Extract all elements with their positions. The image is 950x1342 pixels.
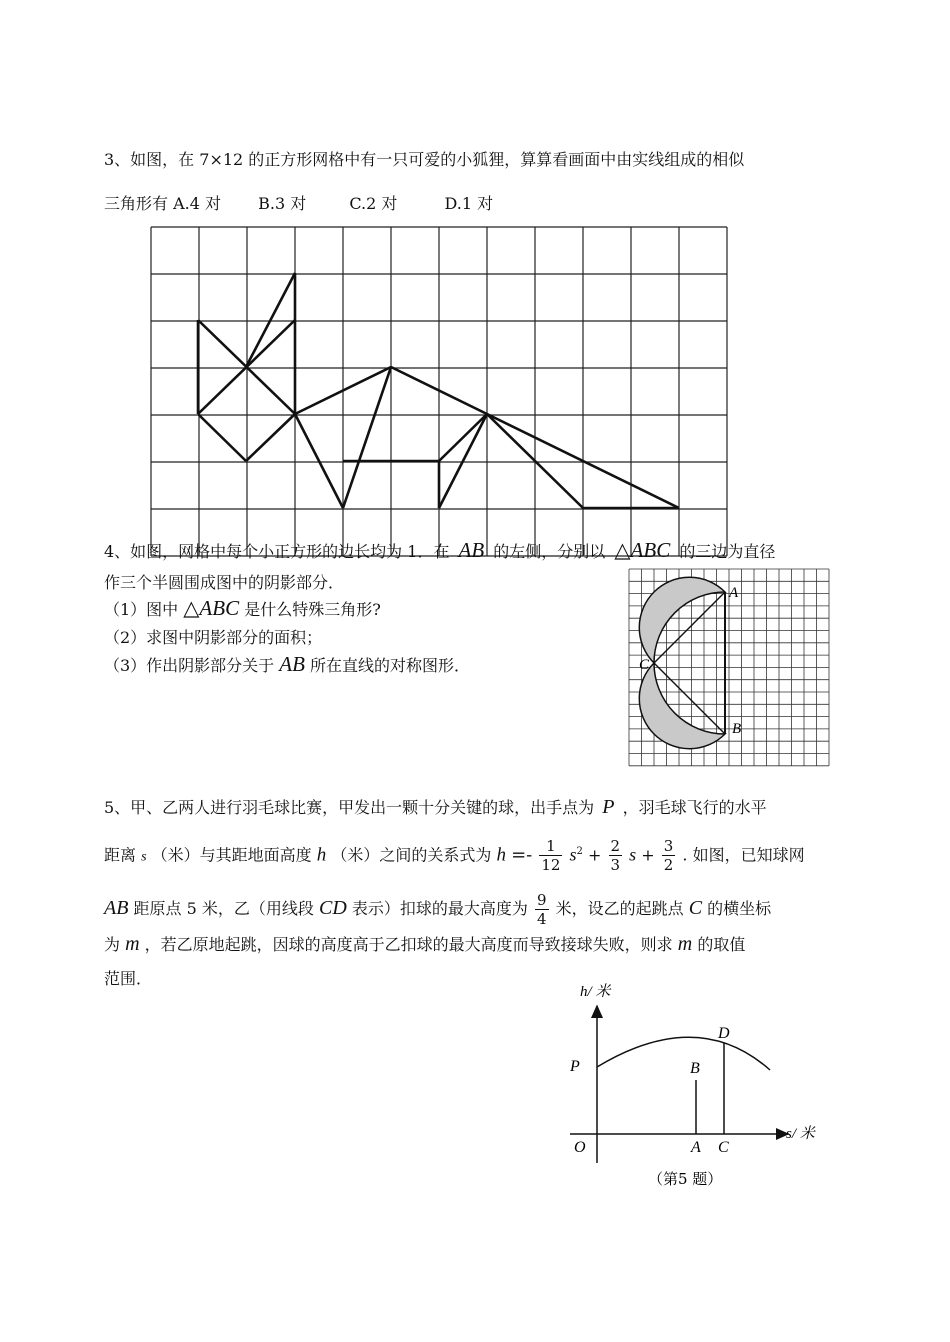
q5-h: h [316, 844, 327, 866]
q5-text: （米）与其距地面高度 [151, 845, 312, 865]
fox-line [246, 414, 295, 461]
fraction-2-3 [609, 837, 623, 874]
frac-num: 9 [536, 891, 547, 909]
fox-line [198, 414, 246, 461]
q5-text: 距原点 5 米，乙（用线段 [133, 899, 314, 918]
q4-abc: △ABC [614, 538, 671, 562]
q4-text: 的三边为直径 [679, 542, 776, 561]
q4-line2: 作三个半圆围成图中的阴影部分． [104, 573, 345, 592]
semicircle-grid-figure [628, 568, 830, 768]
q4-text: 所在直线的对称图形． [310, 656, 471, 675]
eq-equals: =- [511, 844, 533, 866]
trajectory-curve [597, 1037, 770, 1070]
q5-text: 的取值 [697, 935, 746, 954]
q5-line1 [104, 797, 767, 818]
q5-p: P [602, 796, 615, 818]
q5-line4 [104, 934, 745, 955]
q5-m: m [677, 933, 693, 955]
q5-cd: CD [318, 897, 347, 919]
x-axis-label: s/ 米 [786, 1126, 815, 1142]
label-c: C [639, 657, 650, 673]
eq-plus: + [588, 845, 602, 865]
fox-line [439, 414, 487, 461]
label-d: D [718, 1025, 730, 1042]
q3-option-c: C.2 对 [349, 194, 398, 213]
q3-option-a: A.4 对 [173, 194, 222, 213]
eq-plus: + [641, 845, 655, 865]
q5-text: 距离 [104, 845, 137, 865]
fox-grid-figure [150, 226, 728, 558]
q4-sub2: （2）求图中阴影部分的面积； [104, 628, 323, 647]
fraction-9-4 [535, 891, 549, 928]
q5-text: ，羽毛球飞行的水平 [622, 798, 767, 817]
q4-text: （3）作出阴影部分关于 [104, 656, 275, 675]
frac-den: 4 [536, 910, 547, 928]
q5-text: （米）之间的关系式为 [331, 845, 492, 865]
q4-text: （1）图中 [104, 600, 179, 619]
q5-text: 表示）扣球的最大高度为 [351, 899, 528, 918]
q5-text: 5、甲、乙两人进行羽毛球比赛，甲发出一颗十分关键的球，出手点为 [104, 798, 595, 817]
shaded-region-bottom [639, 663, 725, 749]
label-a: A [729, 585, 739, 601]
frac-num: 2 [610, 837, 621, 856]
frac-den: 3 [610, 856, 621, 875]
label-a: A [691, 1139, 701, 1156]
label-c: C [718, 1139, 729, 1156]
frac-num: 1 [539, 837, 562, 856]
q5-text: 米，设乙的起跳点 [555, 899, 684, 918]
q5-text: 的横坐标 [707, 899, 772, 918]
q4-abc: △ABC [183, 596, 240, 620]
frac-num: 3 [663, 837, 674, 856]
q3-line1: 3、如图，在 7×12 的正方形网格中有一只可爱的小狐狸，算算看画面中由实线组成的相似 [104, 150, 745, 169]
q5-line2 [104, 834, 805, 875]
figure-caption: （第5 题） [648, 1170, 723, 1188]
q5-line3 [104, 888, 771, 929]
eq-s: s [569, 844, 577, 865]
q4-ab: AB [279, 652, 305, 676]
q4-text: 的左侧，分别以 [493, 542, 606, 561]
q5-s: s [141, 849, 147, 865]
shaded-region-top [639, 577, 725, 663]
q5-text: ，若乙原地起跳，因球的高度高于乙扣球的最大高度而导致接球失败，则求 [144, 935, 673, 954]
q4-text: 4、如图，网格中每个小正方形的边长均为 1．在 [104, 542, 450, 561]
label-p: P [570, 1058, 580, 1075]
label-b: B [732, 721, 742, 737]
fraction-3-2 [662, 837, 676, 874]
label-o: O [574, 1139, 586, 1156]
q3-prefix: 三角形有 [104, 194, 169, 213]
eq-s: s [629, 844, 637, 865]
q5-c: C [688, 897, 703, 919]
fox-line [246, 273, 295, 367]
frac-den: 2 [663, 856, 674, 875]
badminton-trajectory-figure [560, 980, 840, 1195]
fox-line [439, 414, 487, 508]
eq-exponent: 2 [576, 846, 583, 857]
q3-option-d: D.1 对 [444, 194, 494, 213]
label-b: B [690, 1060, 700, 1077]
q5-text: 为 [104, 935, 121, 954]
frac-den: 12 [541, 856, 561, 875]
q4-ab: AB [458, 538, 485, 562]
q4-line1 [104, 540, 775, 562]
q3-option-b: B.3 对 [258, 194, 307, 213]
fraction-1-12 [539, 837, 562, 874]
eq-h: h [496, 844, 506, 866]
q5-line5: 范围． [104, 969, 153, 988]
q5-ab: AB [104, 897, 129, 919]
q4-sub1 [104, 598, 381, 620]
q5-m: m [125, 933, 140, 955]
q5-text: . 如图，已知球网 [682, 845, 805, 865]
fox-line [295, 414, 343, 508]
y-axis-label: h/ 米 [580, 984, 611, 1000]
q3-line2 [104, 194, 493, 214]
q4-sub3 [104, 654, 470, 676]
q4-text: 是什么特殊三角形? [244, 600, 381, 619]
